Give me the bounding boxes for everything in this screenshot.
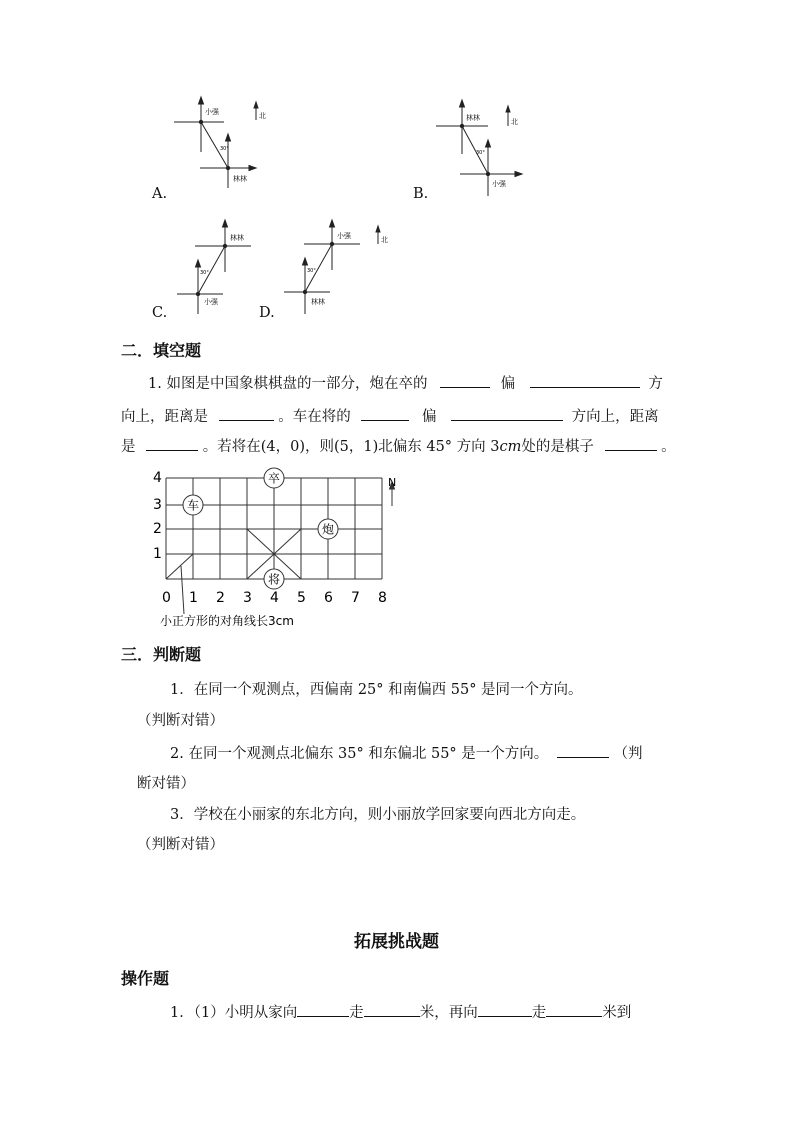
piece-zu: 卒 xyxy=(267,471,281,486)
y-label: 1 xyxy=(153,546,162,562)
x-label: 6 xyxy=(324,590,333,606)
fill-blank[interactable] xyxy=(451,405,563,421)
challenge-q1: 1．（1）小明从家向 走 米，再向 走 米到 xyxy=(170,1001,631,1022)
diagram-a xyxy=(170,92,270,192)
diagram-b xyxy=(432,96,532,196)
fill-blank[interactable] xyxy=(297,1001,349,1017)
judge-q1-tail: （判断对错） xyxy=(137,713,224,729)
judge-q3: 3．学校在小丽家的东北方向，则小丽放学回家要向西北方向走。 xyxy=(170,807,586,823)
diagram-d-angle: 30° xyxy=(307,268,316,274)
judge-q1: 1．在同一个观测点，西偏南 25° 和南偏西 55° 是同一个方向。 xyxy=(170,682,583,698)
diagram-b-north: 北 xyxy=(511,118,518,126)
option-c: C. xyxy=(152,305,168,321)
diagram-a-label-top: 小强 xyxy=(205,108,219,116)
judge-q2: 2. 在同一个观测点北偏东 35° 和东偏北 55° 是一个方向。 （判 xyxy=(170,742,643,763)
diagram-c-angle: 30° xyxy=(200,270,209,276)
x-label: 5 xyxy=(297,590,306,606)
diagram-b-label-bottom: 小强 xyxy=(492,180,506,188)
fill-blank[interactable] xyxy=(557,742,609,758)
x-label: 7 xyxy=(351,590,360,606)
piece-che: 车 xyxy=(186,498,200,513)
option-b: B. xyxy=(413,186,429,202)
diagram-a-angle: 30° xyxy=(220,146,229,152)
fill-blank[interactable] xyxy=(364,1001,420,1017)
option-a: A. xyxy=(152,186,168,202)
fill-blank[interactable] xyxy=(440,372,490,388)
diagram-a-label-bottom: 林林 xyxy=(233,175,247,183)
piece-jiang: 将 xyxy=(267,572,281,587)
fill-blank[interactable] xyxy=(146,435,198,451)
x-label: 1 xyxy=(189,590,198,606)
challenge-subheading: 操作题 xyxy=(121,969,170,988)
diagram-c-label-top: 林林 xyxy=(230,234,244,242)
section-3-heading: 三．判断题 xyxy=(121,645,202,664)
challenge-title: 拓展挑战题 xyxy=(354,932,439,952)
y-label: 4 xyxy=(153,470,162,486)
fill-blank[interactable] xyxy=(605,435,657,451)
diagram-d-label-bottom: 林林 xyxy=(311,298,325,306)
judge-q3-tail: （判断对错） xyxy=(137,837,224,853)
diagram-d-north: 北 xyxy=(381,236,388,244)
fill-blank[interactable] xyxy=(361,405,409,421)
x-label: 2 xyxy=(216,590,225,606)
y-label: 2 xyxy=(153,521,162,537)
y-label: 3 xyxy=(153,497,162,513)
diagram-b-angle: 30° xyxy=(476,150,485,156)
fill-blank[interactable] xyxy=(219,405,274,421)
option-d: D. xyxy=(259,305,275,321)
fill-blank[interactable] xyxy=(546,1001,602,1017)
x-label: 3 xyxy=(243,590,252,606)
x-label: 4 xyxy=(270,590,279,606)
x-label: 0 xyxy=(162,590,171,606)
diagram-c xyxy=(175,216,265,316)
piece-pao: 炮 xyxy=(321,522,335,537)
diagram-d xyxy=(282,216,402,316)
fill-q1-line2: 向上，距离是 。车在将的 偏 方向上，距离 xyxy=(121,405,659,426)
diagram-a-north: 北 xyxy=(259,112,266,120)
diagram-b-label-top: 林林 xyxy=(466,114,480,122)
fill-blank[interactable] xyxy=(530,372,640,388)
fill-blank[interactable] xyxy=(478,1001,532,1017)
fill-q1-line3: 是 。若将在(4，0)，则(5，1)北偏东 45° 方向 3cm处的是棋子 。 xyxy=(121,435,676,456)
diagram-c-label-bottom: 小强 xyxy=(204,298,218,306)
north-label: N xyxy=(388,476,397,489)
judge-q2-tail: 断对错） xyxy=(137,776,195,792)
fill-q1-line1: 1. 如图是中国象棋棋盘的一部分，炮在卒的 偏 方 xyxy=(148,372,663,393)
section-2-heading: 二．填空题 xyxy=(121,341,202,360)
x-label: 8 xyxy=(378,590,387,606)
board-caption: 小正方形的对角线长3cm xyxy=(160,614,294,628)
chess-board-figure xyxy=(148,466,408,636)
diagram-d-label-top: 小强 xyxy=(337,232,351,240)
